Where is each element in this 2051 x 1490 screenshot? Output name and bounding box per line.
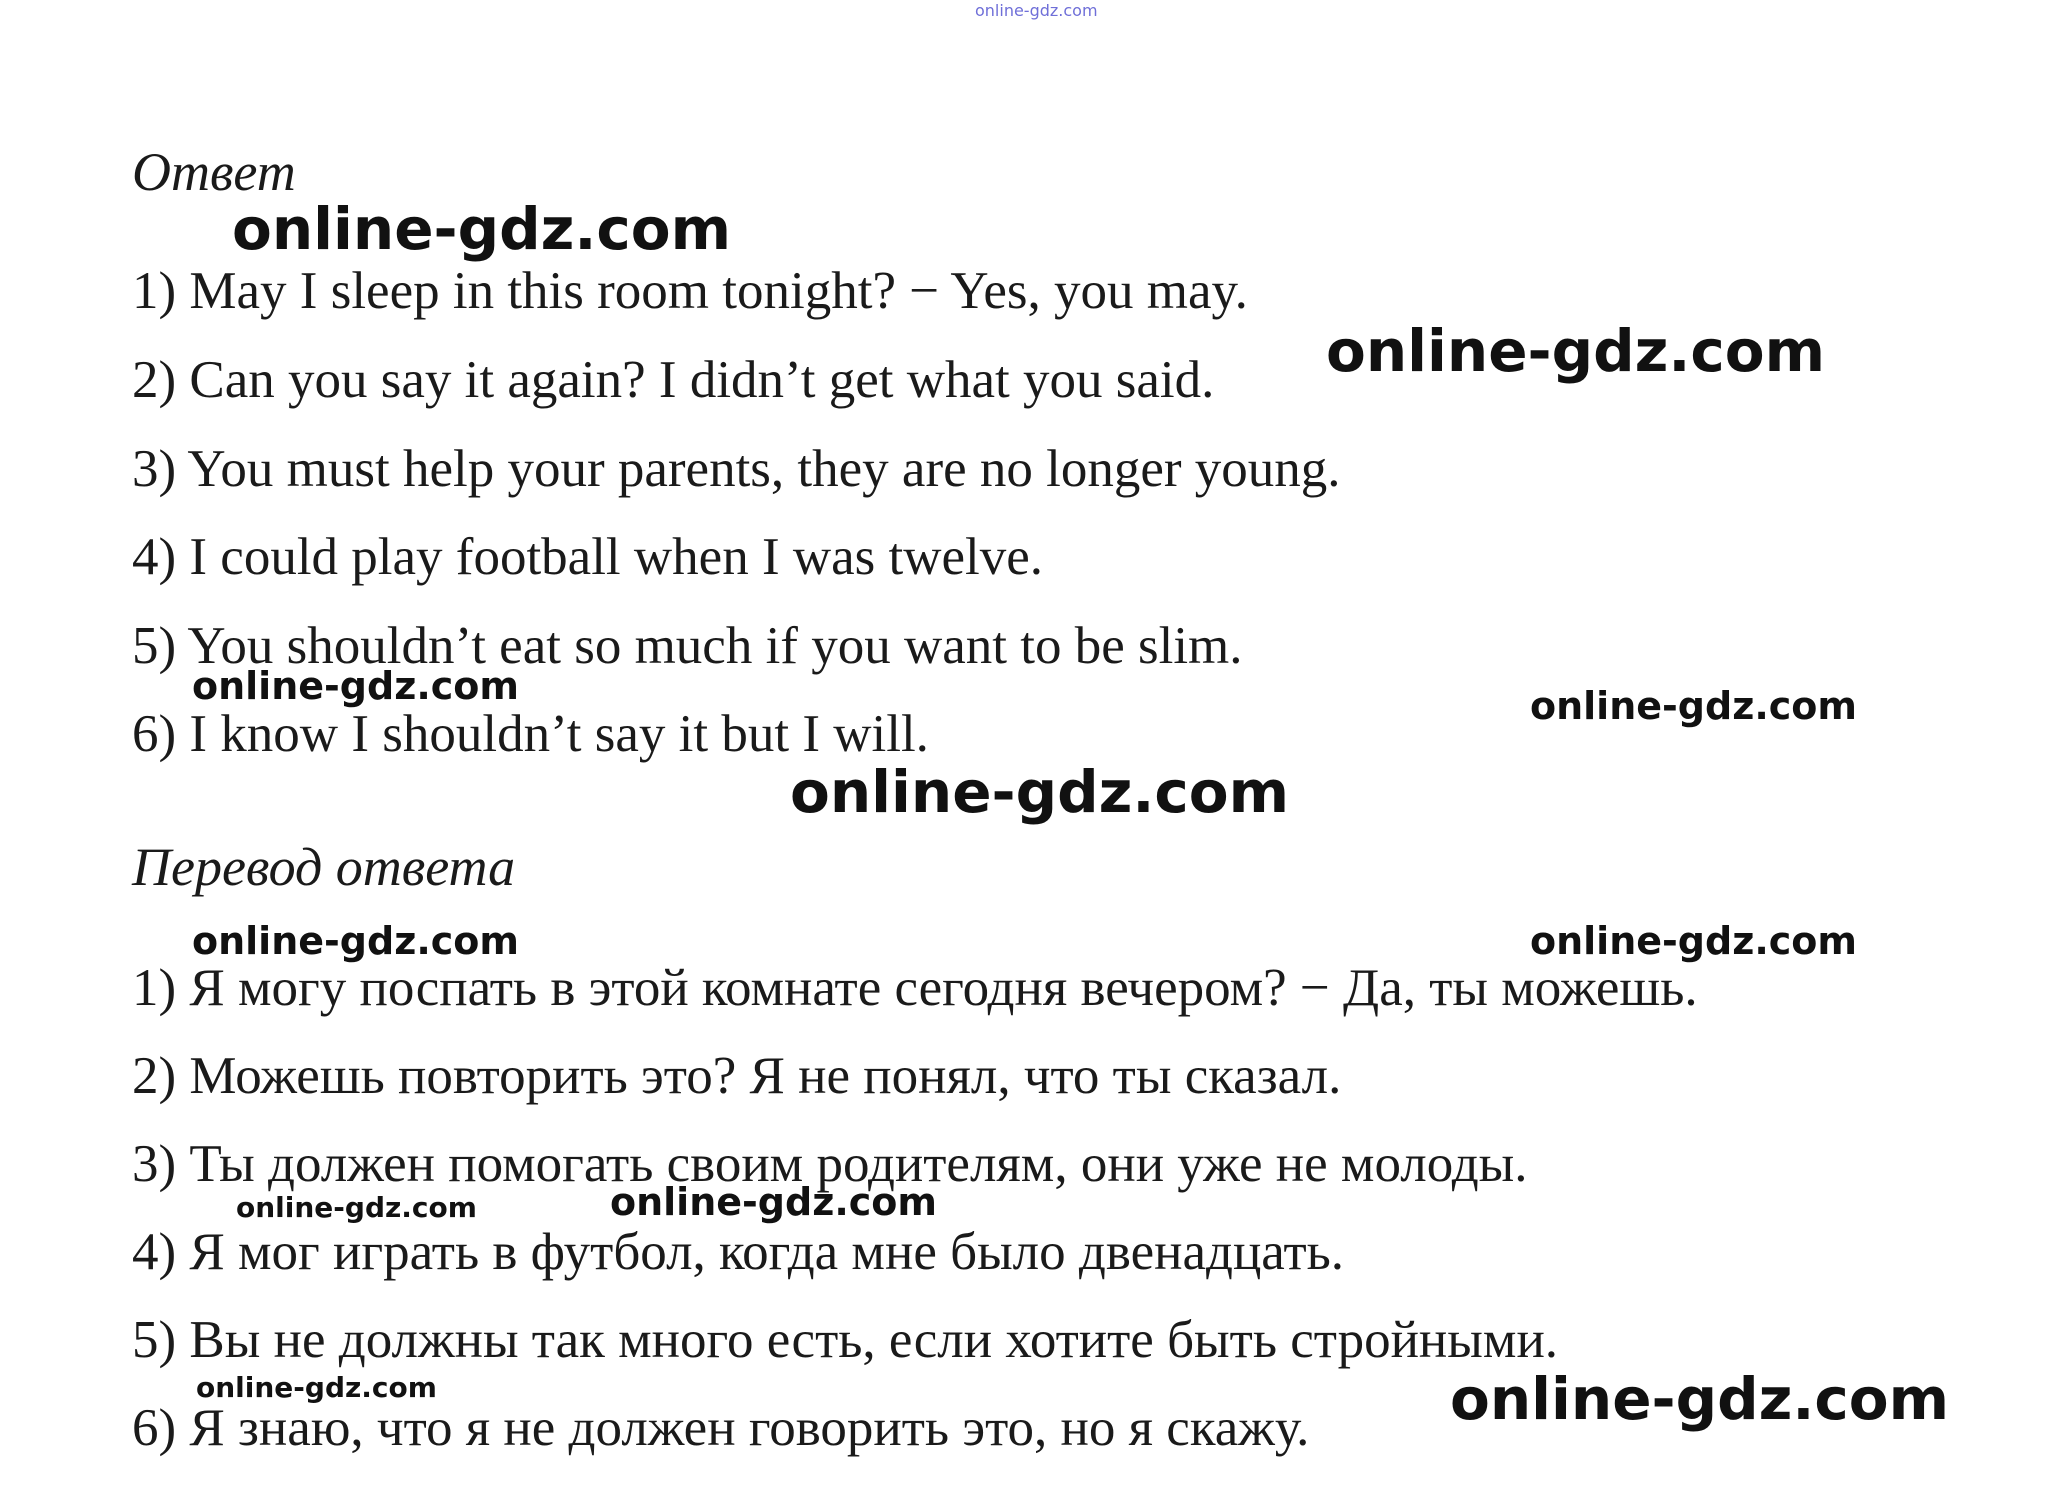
translation-line-2: 2) Можешь повторить это? Я не понял, что ты сказал.	[132, 1047, 1342, 1105]
translation-heading: Перевод ответа	[132, 837, 516, 897]
watermark: online-gdz.com	[610, 1180, 937, 1224]
watermark: online-gdz.com	[1450, 1365, 1950, 1433]
watermark: online-gdz.com	[790, 758, 1290, 826]
watermark: online-gdz.com	[1530, 684, 1857, 728]
watermark: online-gdz.com	[236, 1191, 477, 1224]
translation-line-1: 1) Я могу поспать в этой комнате сегодня вечером? − Да, ты можешь.	[132, 959, 1698, 1017]
translation-line-4: 4) Я мог играть в футбол, когда мне было двенадцать.	[132, 1223, 1345, 1281]
answer-line-1: 1) May I sleep in this room tonight? − Yes, you may.	[132, 262, 1248, 320]
watermark: online-gdz.com	[192, 664, 519, 708]
watermark-top: online-gdz.com	[975, 1, 1098, 20]
watermark: online-gdz.com	[192, 919, 519, 963]
answer-line-5: 5) You shouldn’t eat so much if you want to be slim.	[132, 617, 1243, 675]
answer-line-4: 4) I could play football when I was twelve.	[132, 528, 1044, 586]
answer-line-2: 2) Can you say it again? I didn’t get what you said.	[132, 351, 1215, 409]
watermark: online-gdz.com	[196, 1371, 437, 1404]
answer-line-3: 3) You must help your parents, they are no longer young.	[132, 440, 1341, 498]
answer-heading: Ответ	[132, 142, 296, 202]
watermark: online-gdz.com	[232, 195, 732, 263]
translation-line-3: 3) Ты должен помогать своим родителям, они уже не молоды.	[132, 1135, 1528, 1193]
watermark: online-gdz.com	[1530, 919, 1857, 963]
watermark: online-gdz.com	[1326, 317, 1826, 385]
translation-line-6: 6) Я знаю, что я не должен говорить это, но я скажу.	[132, 1399, 1310, 1457]
answer-line-6: 6) I know I shouldn’t say it but I will.	[132, 705, 929, 763]
translation-line-5: 5) Вы не должны так много есть, если хотите быть стройными.	[132, 1311, 1559, 1369]
